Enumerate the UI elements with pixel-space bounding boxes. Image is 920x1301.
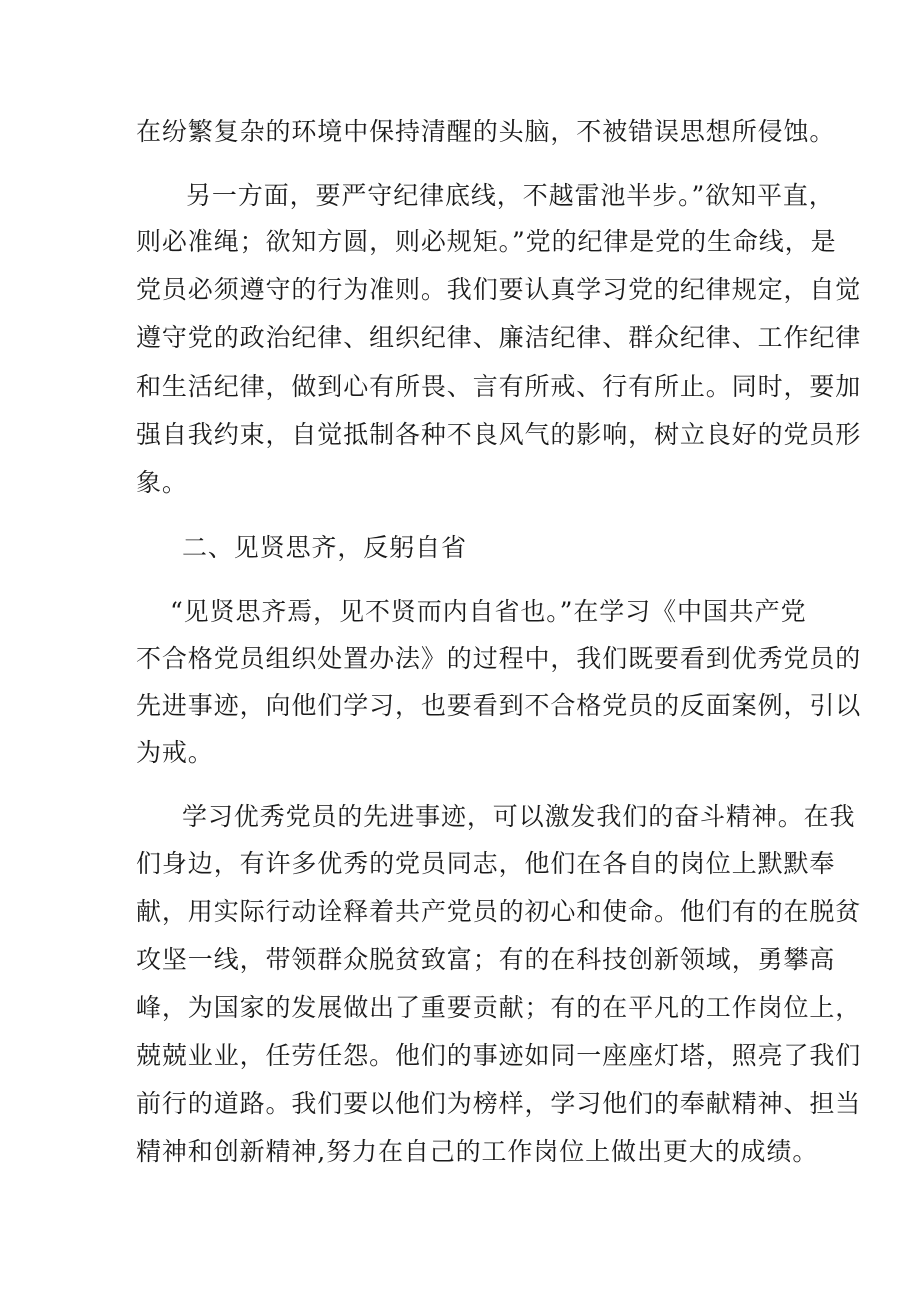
paragraph-2-line-2: 则必准绳；欲知方圆，则必规矩。”党的纪律是党的生命线，是 <box>136 227 837 256</box>
paragraph-3-line-3: 先进事迹，向他们学习，也要看到不合格党员的反面案例，引以 <box>136 691 862 720</box>
paragraph-4-line-6: 兢兢业业，任劳任怨。他们的事迹如同一座座灯塔，照亮了我们 <box>136 1041 862 1070</box>
paragraph-2-line-3: 党员必须遵守的行为准则。我们要认真学习党的纪律规定，自觉 <box>136 275 862 304</box>
paragraph-4-line-1: 学习优秀党员的先进事迹，可以激发我们的奋斗精神。在我 <box>182 802 856 831</box>
paragraph-2-line-1: 另一方面，要严守纪律底线，不越雷池半步。”欲知平直， <box>186 181 835 210</box>
paragraph-2-line-6: 强自我约束，自觉抵制各种不良风气的影响，树立良好的党员形 <box>136 420 862 449</box>
paragraph-4-line-8: 精神和创新精神,努力在自己的工作岗位上做出更大的成绩。 <box>136 1137 819 1166</box>
paragraph-4-line-4: 攻坚一线，带领群众脱贫致富；有的在科技创新领域，勇攀高 <box>136 945 836 974</box>
paragraph-4-line-2: 们身边，有许多优秀的党员同志，他们在各自的岗位上默默奉 <box>136 849 836 878</box>
section-heading: 二、见贤思齐，反躬自省 <box>182 533 467 562</box>
paragraph-1-line-1: 在纷繁复杂的环境中保持清醒的头脑，不被错误思想所侵蚀。 <box>136 117 836 146</box>
paragraph-3-line-2: 不合格党员组织处置办法》的过程中，我们既要看到优秀党员的 <box>136 644 862 673</box>
paragraph-2-line-7: 象。 <box>136 468 188 497</box>
paragraph-4-line-3: 献，用实际行动诠释着共产党员的初心和使命。他们有的在脱贫 <box>136 897 862 926</box>
paragraph-2-line-4: 遵守党的政治纪律、组织纪律、廉洁纪律、群众纪律、工作纪律 <box>136 323 862 352</box>
paragraph-2-line-5: 和生活纪律，做到心有所畏、言有所戒、行有所止。同时，要加 <box>136 372 862 401</box>
paragraph-3-line-1: “见贤思齐焉，见不贤而内自省也。”在学习《中国共产党 <box>170 597 807 626</box>
paragraph-4-line-5: 峰，为国家的发展做出了重要贡献；有的在平凡的工作岗位上， <box>136 993 862 1022</box>
paragraph-3-line-4: 为戒。 <box>136 738 214 767</box>
paragraph-4-line-7: 前行的道路。我们要以他们为榜样，学习他们的奉献精神、担当 <box>136 1089 862 1118</box>
